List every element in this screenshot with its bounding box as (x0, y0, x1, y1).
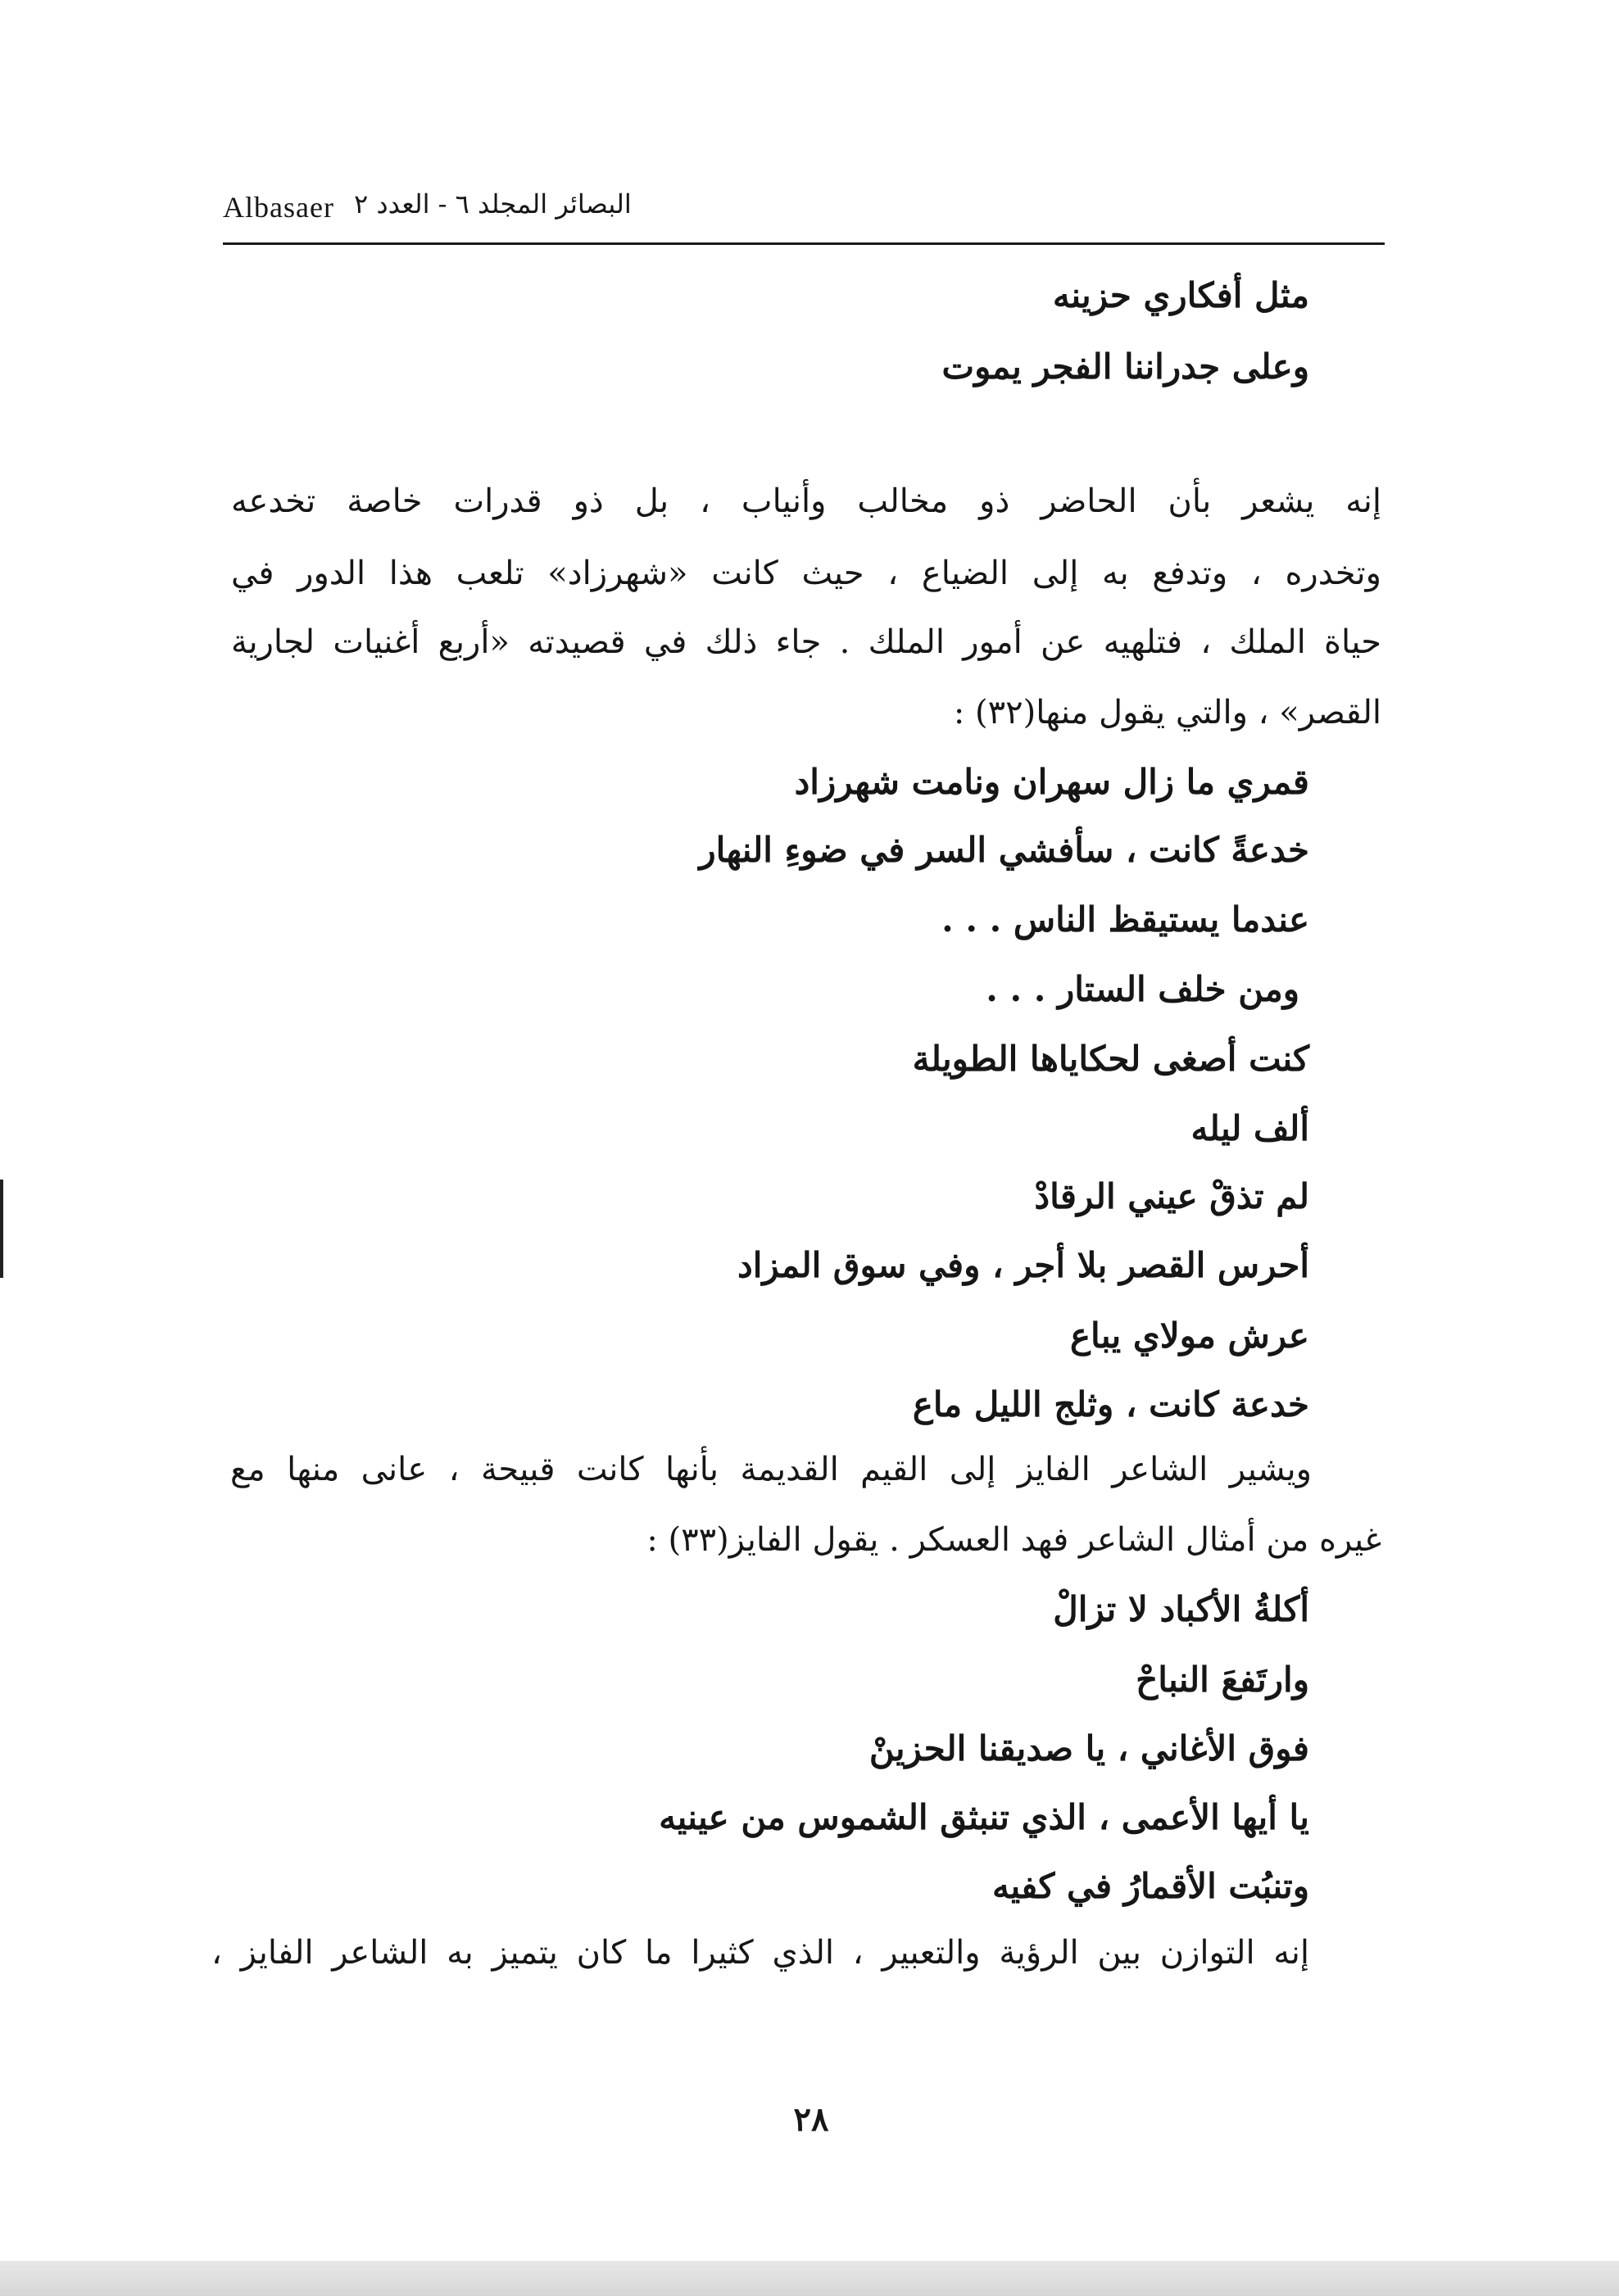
prose-line: إنه التوازن بين الرؤية والتعبير ، الذي كثيرا ما كان يتميز به الشاعر الفايز ، (211, 1934, 1309, 1972)
verse-line: كنت أصغى لحكاياها الطويلة (912, 1039, 1309, 1079)
running-header (223, 180, 1378, 238)
journal-title-english: Albasaer (223, 191, 334, 224)
journal-title-arabic: البصائر المجلد ٦ - العدد ٢ (354, 188, 632, 220)
scan-bottom-shadow (0, 2261, 1619, 2296)
verse-line: لم تذقْ عيني الرقادْ (1034, 1176, 1309, 1216)
verse-line: وعلى جدراننا الفجر يموت (941, 346, 1309, 387)
verse-line: أكلةُ الأكباد لا تزالْ (1053, 1589, 1309, 1629)
verse-line: قمري ما زال سهران ونامت شهرزاد (794, 762, 1309, 802)
verse-line: وتنبُت الأقمارُ في كفيه (991, 1866, 1309, 1906)
verse-line: ومن خلف الستار . . . (986, 969, 1299, 1009)
prose-line: غيره من أمثال الشاعر فهد العسكر . يقول الفايز(٣٣) : (646, 1521, 1381, 1559)
verse-line: أحرس القصر بلا أجر ، وفي سوق المزاد (737, 1245, 1309, 1285)
prose-line: وتخدره ، وتدفع به إلى الضياع ، حيث كانت «شهرزاد» تلعب هذا الدور في (231, 555, 1381, 592)
page-number: ٢٨ (793, 2100, 829, 2139)
verse-line: يا أيها الأعمى ، الذي تنبثق الشموس من عينيه (659, 1797, 1309, 1837)
prose-line: ويشير الشاعر الفايز إلى القيم القديمة بأنها كانت قبيحة ، عانى منها مع (230, 1451, 1312, 1488)
prose-line: القصر» ، والتي يقول منها(٣٢) : (953, 694, 1381, 731)
verse-line: فوق الأغاني ، يا صديقنا الحزينْ (868, 1728, 1309, 1768)
verse-line: عندما يستيقظ الناس . . . (941, 899, 1309, 940)
verse-line: عرش مولاي يباع (1070, 1316, 1309, 1356)
verse-line: خدعة كانت ، وثلج الليل ماع (912, 1384, 1309, 1424)
prose-line: حياة الملك ، فتلهيه عن أمور الملك . جاء ذلك في قصيدته «أربع أغنيات لجارية (231, 623, 1381, 661)
verse-line: مثل أفكاري حزينه (1052, 275, 1309, 315)
prose-line: إنه يشعر بأن الحاضر ذو مخالب وأنياب ، بل ذو قدرات خاصة تخدعه (231, 482, 1381, 520)
header-divider (223, 242, 1385, 245)
scan-edge-mark (0, 1180, 3, 1278)
verse-line: وارتَفعَ النباحْ (1136, 1660, 1309, 1700)
verse-line: ألف ليله (1190, 1108, 1309, 1148)
verse-line: خدعةً كانت ، سأفشي السر في ضوءِ النهار (699, 830, 1309, 870)
